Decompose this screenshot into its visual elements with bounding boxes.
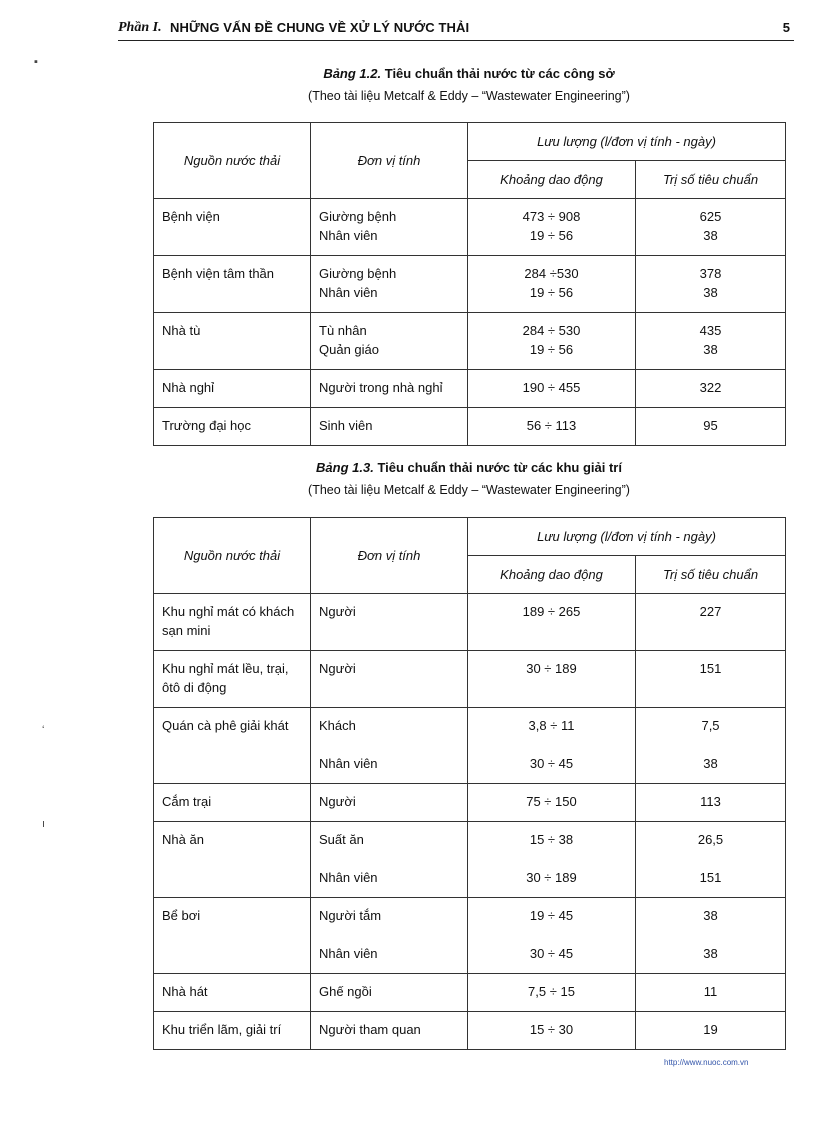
scan-mark: ı (42, 818, 46, 830)
cell-standard (636, 313, 786, 370)
table12-title: Tiêu chuẩn thải nước từ các công sở (384, 66, 615, 81)
cell-unit-line: Người (319, 794, 356, 809)
cell-range (468, 370, 636, 408)
cell-standard-line: 38 (703, 285, 718, 300)
cell-range (468, 408, 636, 446)
cell-standard-line: 38 (703, 946, 718, 961)
source-text: Quán cà phê giải khát (162, 718, 289, 733)
source-text: Bệnh viện (162, 209, 220, 224)
source-text: Bể bơi (162, 908, 201, 923)
table12-header-flow: Lưu lượng (l/đơn vị tính - ngày) (468, 123, 786, 161)
cell-standard-line: 151 (699, 661, 722, 676)
cell-range (468, 199, 636, 256)
cell-unit-line: Tù nhân (319, 323, 367, 338)
cell-unit (311, 594, 468, 651)
table12-label: Bảng 1.2. (323, 66, 382, 81)
header-chapter-title: NHỮNG VẤN ĐỀ CHUNG VỀ XỬ LÝ NƯỚC THẢI (170, 20, 470, 35)
cell-range-line: 7,5 ÷ 15 (528, 984, 575, 999)
cell-source (154, 594, 311, 651)
cell-standard-line: 7,5 (701, 718, 720, 733)
table13-header-flow: Lưu lượng (l/đơn vị tính - ngày) (468, 518, 786, 556)
cell-standard-line: 435 (699, 323, 722, 338)
cell-source (154, 974, 311, 1012)
header-part-label: Phần I. (118, 20, 162, 35)
cell-range-line: 19 ÷ 56 (529, 342, 574, 357)
cell-unit-line: Người (319, 604, 356, 619)
cell-range-line: 15 ÷ 38 (529, 832, 574, 847)
cell-range (468, 898, 636, 974)
cell-unit (311, 974, 468, 1012)
table-row (154, 256, 786, 313)
cell-unit-line: Nhân viên (319, 756, 378, 771)
cell-unit (311, 1012, 468, 1050)
cell-range (468, 784, 636, 822)
cell-standard-line: 26,5 (697, 832, 724, 847)
cell-range-line: 56 ÷ 113 (526, 418, 577, 433)
source-text: Nhà tù (162, 323, 201, 338)
source-text: Khu triển lãm, giải trí (162, 1022, 282, 1037)
cell-range-line: 190 ÷ 455 (522, 380, 581, 395)
cell-standard-line: 38 (703, 228, 718, 243)
cell-range-line: 284 ÷ 530 (522, 323, 581, 338)
cell-range (468, 974, 636, 1012)
cell-standard-line: 38 (703, 908, 718, 923)
cell-source (154, 784, 311, 822)
cell-unit (311, 822, 468, 898)
cell-standard (636, 199, 786, 256)
cell-unit-line: Người (319, 661, 356, 676)
scan-mark: ‘ (42, 724, 45, 736)
table-row (154, 313, 786, 370)
cell-standard-line: 322 (699, 380, 722, 395)
cell-unit (311, 313, 468, 370)
table-row (154, 370, 786, 408)
cell-standard-line: 11 (703, 984, 718, 999)
cell-unit (311, 784, 468, 822)
cell-unit-line: Suất ăn (319, 832, 364, 847)
cell-range (468, 1012, 636, 1050)
cell-unit-line: Giường bệnh (319, 209, 397, 224)
source-text: Nhà hát (162, 984, 208, 999)
table12-source: (Theo tài liệu Metcalf & Eddy – “Wastewater Engineering”) (308, 89, 630, 103)
footer-url[interactable]: http://www.nuoc.com.vn (664, 1058, 749, 1067)
cell-source (154, 199, 311, 256)
table-row (154, 974, 786, 1012)
cell-unit-line: Nhân viên (319, 285, 378, 300)
cell-standard-line: 113 (700, 794, 721, 809)
table-row (154, 651, 786, 708)
cell-unit-line: Giường bệnh (319, 266, 397, 281)
cell-range-line: 3,8 ÷ 11 (528, 718, 575, 733)
scan-mark: ▪ (34, 56, 38, 68)
cell-range (468, 822, 636, 898)
table13-header-unit: Đơn vị tính (311, 518, 468, 594)
cell-standard-line: 38 (703, 342, 718, 357)
cell-range-line: 19 ÷ 56 (529, 228, 574, 243)
cell-range (468, 313, 636, 370)
source-text: Cắm trại (162, 794, 212, 809)
cell-source (154, 256, 311, 313)
cell-unit-line: Nhân viên (319, 946, 378, 961)
table12 (153, 122, 786, 446)
cell-unit (311, 256, 468, 313)
table13-label: Bảng 1.3. (316, 460, 374, 475)
source-text: Khu nghỉ mát lều, trại, ôtô di động (162, 661, 289, 695)
cell-unit (311, 370, 468, 408)
cell-unit (311, 708, 468, 784)
table-row (154, 898, 786, 974)
table-row (154, 822, 786, 898)
cell-standard (636, 784, 786, 822)
cell-standard (636, 256, 786, 313)
table-row (154, 408, 786, 446)
cell-standard (636, 1012, 786, 1050)
cell-standard-line: 151 (699, 870, 722, 885)
table12-header-range: Khoảng dao động (468, 161, 636, 199)
table13-title: Tiêu chuẩn thải nước từ các khu giải trí (377, 460, 622, 475)
cell-standard (636, 898, 786, 974)
cell-source (154, 408, 311, 446)
cell-standard (636, 594, 786, 651)
table-row (154, 1012, 786, 1050)
cell-unit-line: Ghế ngồi (319, 984, 372, 999)
cell-unit-line: Người tham quan (319, 1022, 421, 1037)
cell-unit-line: Nhân viên (319, 228, 378, 243)
cell-standard-line: 38 (703, 756, 718, 771)
table13-header-standard: Trị số tiêu chuẩn (636, 556, 786, 594)
cell-range (468, 256, 636, 313)
cell-standard (636, 370, 786, 408)
cell-standard (636, 822, 786, 898)
cell-source (154, 822, 311, 898)
cell-unit-line: Quản giáo (319, 342, 379, 357)
table-row (154, 784, 786, 822)
cell-unit (311, 651, 468, 708)
page-number: 5 (782, 20, 790, 35)
page-header (118, 18, 794, 41)
cell-range (468, 594, 636, 651)
source-text: Trường đại học (162, 418, 252, 433)
source-text: Nhà nghỉ (162, 380, 215, 395)
cell-standard-line: 227 (699, 604, 722, 619)
cell-unit (311, 199, 468, 256)
cell-range-line: 30 ÷ 45 (529, 946, 574, 961)
cell-standard (636, 974, 786, 1012)
table12-header-standard: Trị số tiêu chuẩn (636, 161, 786, 199)
cell-standard-line: 95 (703, 418, 718, 433)
table-row (154, 594, 786, 651)
table13-header-range: Khoảng dao động (468, 556, 636, 594)
cell-unit-line: Nhân viên (319, 870, 378, 885)
cell-range-line: 30 ÷ 189 (526, 661, 577, 676)
cell-range-line: 15 ÷ 30 (529, 1022, 574, 1037)
table12-caption (153, 66, 785, 81)
source-text: Nhà ăn (162, 832, 204, 847)
cell-source (154, 1012, 311, 1050)
cell-range-line: 189 ÷ 265 (522, 604, 581, 619)
cell-range-line: 19 ÷ 56 (529, 285, 574, 300)
cell-range (468, 651, 636, 708)
cell-unit-line: Người trong nhà nghỉ (319, 380, 443, 395)
table13-caption (153, 460, 785, 475)
cell-range-line: 19 ÷ 45 (529, 908, 574, 923)
cell-range-line: 75 ÷ 150 (526, 794, 577, 809)
cell-source (154, 651, 311, 708)
table13 (153, 517, 786, 1050)
table13-source: (Theo tài liệu Metcalf & Eddy – “Wastewater Engineering”) (308, 483, 630, 497)
cell-range-line: 30 ÷ 45 (529, 756, 574, 771)
table-row (154, 199, 786, 256)
cell-unit (311, 408, 468, 446)
cell-unit-line: Sinh viên (319, 418, 373, 433)
cell-unit (311, 898, 468, 974)
cell-range-line: 284 ÷530 (524, 266, 579, 281)
source-text: Khu nghỉ mát có khách sạn mini (162, 604, 295, 638)
cell-unit-line: Khách (319, 718, 356, 733)
cell-range-line: 30 ÷ 189 (526, 870, 577, 885)
table12-header-source: Nguồn nước thải (154, 123, 311, 199)
cell-standard (636, 408, 786, 446)
table12-header-unit: Đơn vị tính (311, 123, 468, 199)
cell-standard-line: 19 (703, 1022, 718, 1037)
cell-source (154, 898, 311, 974)
cell-standard (636, 708, 786, 784)
table13-header-source: Nguồn nước thải (154, 518, 311, 594)
cell-standard (636, 651, 786, 708)
cell-standard-line: 625 (699, 209, 722, 224)
cell-unit-line: Người tắm (319, 908, 382, 923)
source-text: Bệnh viện tâm thần (162, 266, 275, 281)
cell-source (154, 708, 311, 784)
table-row (154, 708, 786, 784)
cell-range (468, 708, 636, 784)
cell-range-line: 473 ÷ 908 (522, 209, 581, 224)
cell-standard-line: 378 (699, 266, 722, 281)
cell-source (154, 313, 311, 370)
cell-source (154, 370, 311, 408)
